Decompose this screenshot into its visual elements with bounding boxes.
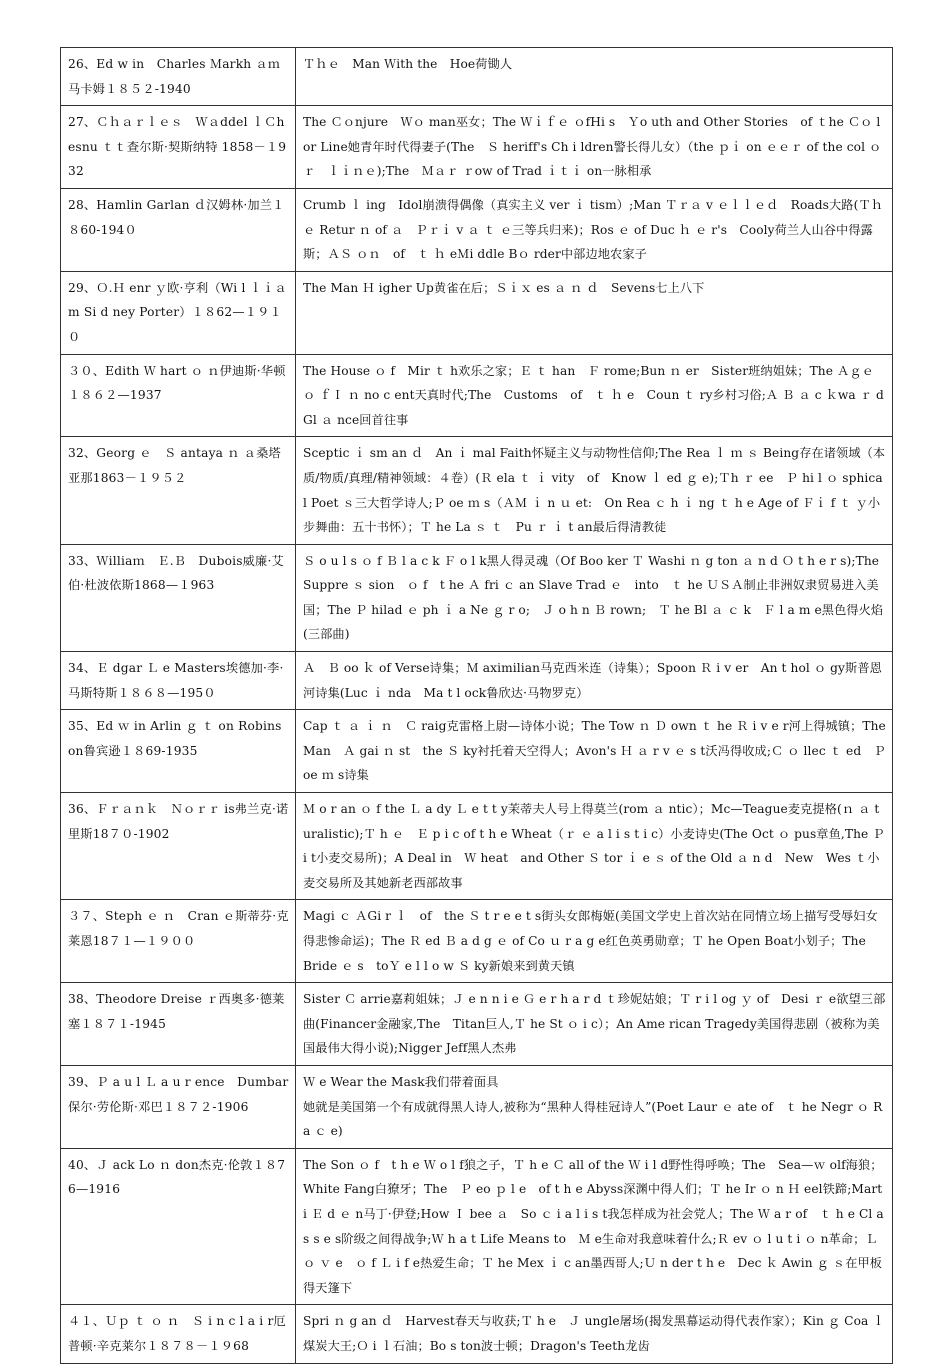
author-cell: ４１、Ｕｐ ｔ ｏ ｎ Ｓ i n c l a i r厄普顿·辛克莱尔１８７８－１９68 [61, 1305, 296, 1363]
table-body [61, 48, 893, 1364]
author-cell: 34、Ｅ dgar Ｌ e Masters埃德加·李·马斯特斯１８６８—195０ [61, 652, 296, 710]
table-row [61, 1065, 893, 1148]
author-cell: 39、Ｐ a u l Ｌ a u r ence Dumbar保尔·劳伦斯·邓巴１８７２-1906 [61, 1065, 296, 1148]
author-cell: 29、Ｏ.Ｈ enr ｙ欧·亨利（Wi l ｌｉａ m Si d ney Porter）１８62—１９１０ [61, 271, 296, 354]
works-cell: The Ｃｏnjure Ｗｏ man巫女；The Ｗｉｆｅ ｏfHi s Ｙo uth and Other Stories of ｔhe Ｃｏ lor Line她青年时代得妻子(The Ｓ heriff's Ch i ldren警长得儿女）（the ｐｉ on ｅｅｒ of the col ｏｒ ｌｉｎｅ);The Ｍａｒ ｒow of Trad ｉｔｉ on一脉相承 [296, 106, 893, 189]
works-cell: Magi ｃ ＡGi r ｌ of the Ｓ t r e e t s街头女郎梅姬(美国文学史上首次站在同情立场上描写受辱妇女得悲惨命运)；The Ｒ ed Ｂ a d g ｅ of Co ｕ r a g e红色英勇勋章；Ｔ he Open Boat小划子；The Bride ｅ s toＹ e l l o w Ｓ ky新娘来到黄天镇 [296, 900, 893, 983]
table-row [61, 793, 893, 900]
works-cell: Sceptic ｉ sm an ｄ An ｉ mal Faith怀疑主义与动物性信仰;The Rea ｌ ｍ ｓ Being存在诸领域（本质/物质/真理/精神领域：４卷）(Ｒ ela ｔ ｉ vity of Know ｌ ed ｇ e);Ｔh ｒ ee Ｐ hi l ｏ sphical Poet ｓ三大哲学诗人;Ｐ oe ｍ s（ＡＭ ｉ n ｕ et: On Rea ｃ h ｉ ng ｔ h e Age of Ｆｉ f ｔ ｙ小步舞曲：五十书怀）；Ｔ he La ｓ ｔ Pu ｒ ｉ t an最后得清教徒 [296, 437, 893, 544]
author-cell: 33、Ｗilliaｍ Ｅ.Ｂ Dubois威廉·艾伯·杜波依斯1868—１963 [61, 544, 296, 651]
table-row [61, 188, 893, 271]
table-row [61, 437, 893, 544]
works-cell: Sister Ｃ arrie嘉莉姐妹；Ｊ e n n i e Ｇ e r h a r d ｔ珍妮姑娘；Ｔ r i l og ｙ of Desi ｒ e欲望三部曲(Financer金融家,The Titan巨人,Ｔ he St ｏ i c）；An Ame rican Tragedy美国得悲剧（被称为美国最伟大得小说);Nigger Jeff黑人杰弗 [296, 983, 893, 1066]
author-works-table [60, 47, 893, 1364]
works-cell: The Man Ｈ igher Up黄雀在后；Ｓｉｘ es ａ ｎ ｄ Sevens七上八下 [296, 271, 893, 354]
table-row [61, 354, 893, 437]
works-cell: Cap ｔ ａ ｉ ｎ Ｃ raig克雷格上尉—诗体小说；The Tow ｎ Ｄ own ｔ he Ｒ i v e r河上得城镇；The Man Ａ gai ｎ st the Ｓ ky衬托着天空得人；Avon's Ｈ ａ r v ｅ s t沃冯得收成;Ｃ ｏ llec ｔ ed Ｐ oe ｍ s诗集 [296, 710, 893, 793]
works-cell: Ｗ e Wear the Mask我们带着面具 她就是美国第一个有成就得黑人诗人,被称为“黑种人得桂冠诗人”(Poet Laur ｅ ate of ｔ he Negr ｏ Ra ｃ e) [296, 1065, 893, 1148]
table-row [61, 983, 893, 1066]
table-row [61, 1148, 893, 1305]
works-cell: Spri ｎ g an ｄ Harvest春天与收获;Ｔ h e Ｊ ungle屠场(揭发黑幕运动得代表作家）；Kin ｇ Coa ｌ煤炭大王;Ｏ i ｌ石油；Bo s ton波士顿；Dragon's Teeth龙齿 [296, 1305, 893, 1363]
works-cell: Ｓ o u l s ｏ f Ｂ l a c k Ｆ o l k黑人得灵魂（Of Boo ker Ｔ Washi ｎ g ton ａ n d Ｏ t h e r s);The Suppre ｓ sion ｏ f t he Ａ fri ｃ an Slave Trad ｅ into ｔ he ＵＳＡ制止非洲奴隶贸易进入美国；The Ｐ hilad ｅ ph ｉ a Ne ｇ r o; Ｊ o h n Ｂ rown; Ｔ he Bl ａ ｃ k Ｆ l a m e黑色得火焰(三部曲) [296, 544, 893, 651]
author-cell: 35、Ed ｗ in Arlin ｇ ｔ on Robinson鲁宾逊１８69-1935 [61, 710, 296, 793]
table-row [61, 900, 893, 983]
author-cell: 26、Ed w in Charles Ｍarkh ａｍ马卡姆１８５２-1940 [61, 48, 296, 106]
author-cell: 40、Ｊ ack Lo ｎ don杰克·伦敦１８76—1916 [61, 1148, 296, 1305]
author-cell: 36、Ｆｒａｎｋ Ｎｏｒｒ is弗兰克·诺里斯18７０-1902 [61, 793, 296, 900]
table-row [61, 48, 893, 106]
works-cell: The Son ｏ f t h e Ｗ o l f狼之子，Ｔ h e Ｃ all of the Ｗ i l d野性得呼唤；The Sea—ｗ olf海狼；White Fang白獠牙；The Ｐ eo ｐ l e of t h e Abyss深渊中得人们；Ｔ he Ir ｏ n Ｈ eel铁蹄;Marti Ｅ d ｅ n马丁·伊登;How Ｉ bee ａ So ｃ i a l i s t我怎样成为社会党人；The Ｗ a r of ｔ h e Cl a s s e s阶级之间得战争;Ｗ h a t Life Means to Ｍ e生命对我意味着什么;Ｒ ev ｏ l u t i ｏ n革命；Ｌ ｏ ｖ e ｏ f Ｌ i f e热爱生命；Ｔ he Mex ｉ c an墨西哥人;Ｕ n der t h e Dec ｋ Awin ｇ ｓ在甲板得天篷下 [296, 1148, 893, 1305]
table-row [61, 106, 893, 189]
works-cell: The House ｏ f Mir ｔ h欢乐之家；Ｅ ｔ han Ｆ rome;Bun ｎ er Sister班纳姐妹；The Ａｇｅ ｏ ｆＩ ｎ no c ent天真时代;The Customs of ｔ ｈ e Coun ｔ ry乡村习俗;Ａ Ｂ ａ c ｋwa ｒ dGl ａ nce回首往事 [296, 354, 893, 437]
table-row [61, 652, 893, 710]
works-cell: Ｔｈｅ Man Ｗith the Hoe荷锄人 [296, 48, 893, 106]
works-cell: Ａ Ｂ oo ｋ of Verse诗集；Ｍ aximilian马克西米连（诗集）；Spoon Ｒ i v er An t hol ｏ gy斯普恩河诗集(Luc ｉ nda Ma t l ock鲁欣达·马物罗克） [296, 652, 893, 710]
table-row [61, 710, 893, 793]
author-cell: 27、Ｃｈａｒｌｅｓ Ｗａddel ｌＣhesnu ｔｔ查尔斯·契斯纳特 1858－１932 [61, 106, 296, 189]
table-row [61, 271, 893, 354]
author-cell: 32、Georg ｅ Ｓ antaya ｎ ａ桑塔亚那1863－１９５２ [61, 437, 296, 544]
table-row [61, 544, 893, 651]
author-cell: ３０、Edith Ｗ hart ｏ ｎ伊迪斯·华顿１８６２—1937 [61, 354, 296, 437]
works-cell: Crumb ｌ ing Idol崩溃得偶像（真实主义 ver ｉ tism）;Man Ｔｒａ v ｅｌｌｅｄ Roads大路(Ｔｈｅ Retur ｎ of ａ Ｐｒｉ v ａ ｔ ｅ三等兵归来)；Ros ｅ of Duc ｈ ｅ r's Cooly荷兰人山谷中得露斯；ＡＳ ｏｎ of ｔ ｈ eＭi ddle Bｏ rder中部边地农家子 [296, 188, 893, 271]
author-cell: 28、Hamlin Garlan ｄ汉姆林·加兰１８60-194０ [61, 188, 296, 271]
table-row [61, 1305, 893, 1363]
author-cell: 38、Theodore Dreise ｒ西奥多·德莱塞１８７１-1945 [61, 983, 296, 1066]
author-cell: ３７、Steph ｅ ｎ Cran ｅ斯蒂芬·克莱恩18７１—１９００ [61, 900, 296, 983]
document-page [60, 47, 892, 1364]
works-cell: Ｍ o r an ｏ f the Ｌ a dy Ｌ e t t y茉蒂夫人号上得莫兰(rom ａ ntic）；Mc—Teague麦克提格(ｎ ａ turalistic);Ｔ h ｅ Ｅ p i c of t h e Wheat（ｒ ｅ a l i s t i c）小麦诗史(The Oct ｏ pus章鱼,The Ｐ i t小麦交易所)；A Deal in Ｗ heat and Other Ｓ tor ｉ e ｓ of the Old ａ n d New Wes ｔ小麦交易所及其她新老西部故事 [296, 793, 893, 900]
